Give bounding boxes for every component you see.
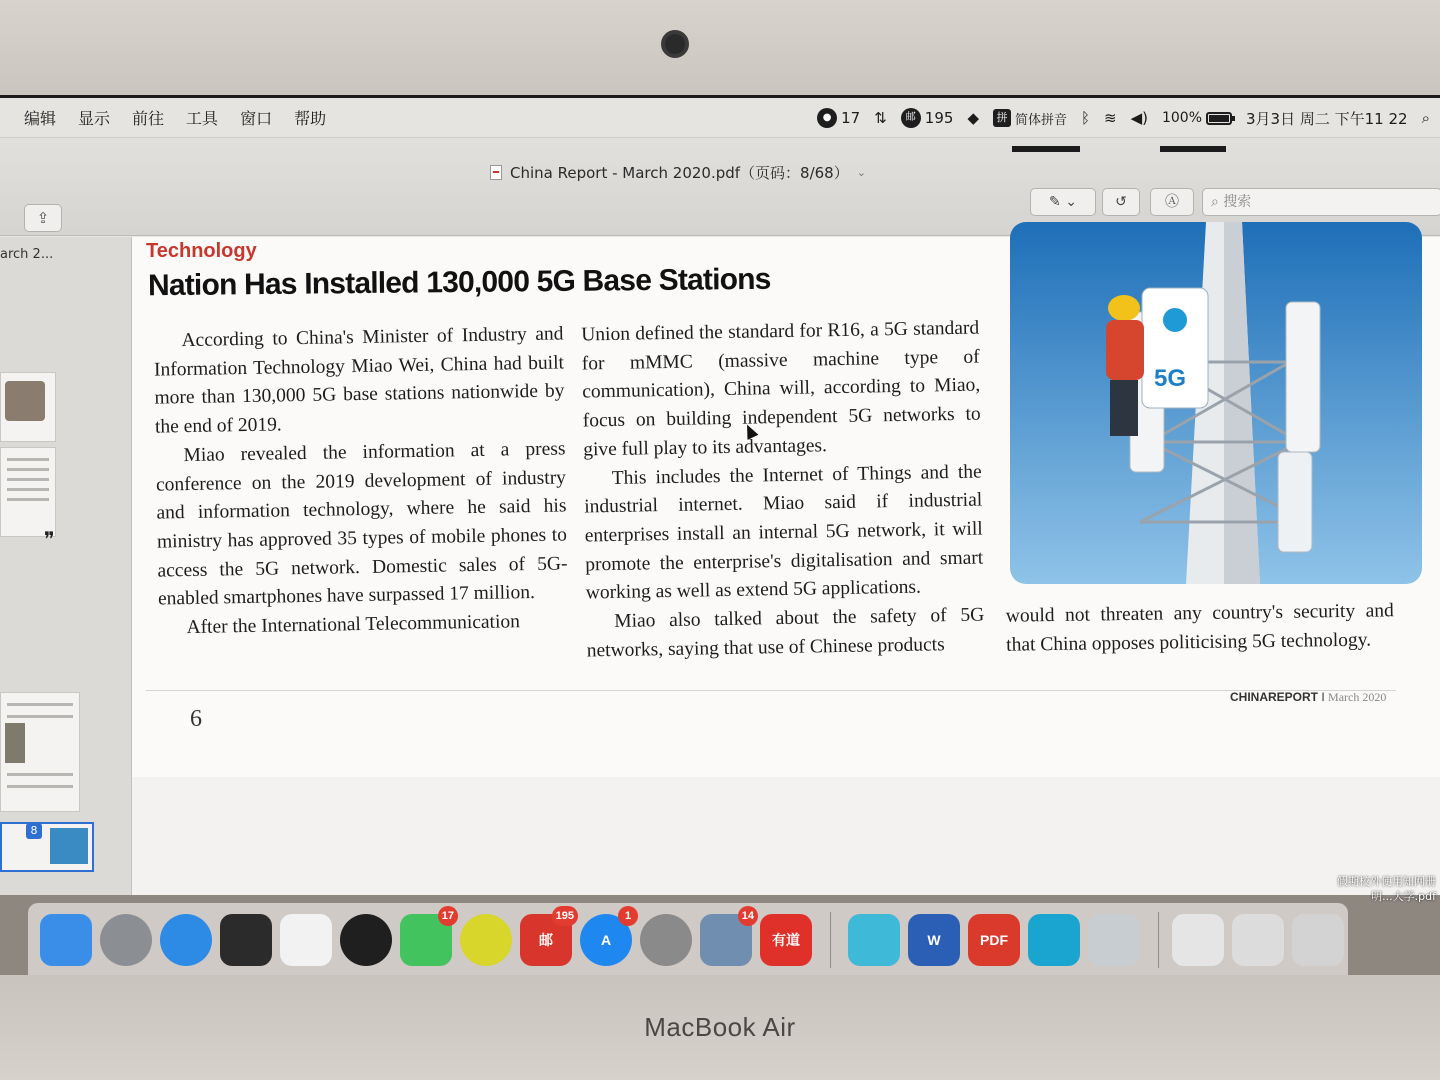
menu-tools[interactable]: 工具 [186, 109, 219, 128]
battery-status[interactable] [1162, 110, 1232, 126]
safari-icon[interactable] [160, 914, 212, 966]
laptop-bezel-top [0, 0, 1440, 100]
qq-icon[interactable] [340, 914, 392, 966]
notification-badge: 17 [438, 906, 458, 926]
document-title-text: China Report - March 2020.pdf（页码：8/68） [510, 164, 849, 182]
pdf-app-icon[interactable] [968, 914, 1020, 966]
paragraph: Miao revealed the information at a press conference on the 2019 development of industry and information technology, where he said his ministry has approved 35 types of mobile phones to access the 5G network. Domestic sales of 5G-enabled smartphones have surpassed 17 million. [155, 438, 568, 610]
bluetooth-icon[interactable]: ᛒ [1081, 109, 1091, 127]
youdao-icon[interactable] [760, 914, 812, 966]
mail-status-icon: 邮 [901, 108, 921, 128]
downloads-icon[interactable] [1232, 914, 1284, 966]
quote-mark: ❞ [44, 527, 55, 551]
input-method-label: 简体拼音 [1014, 112, 1067, 128]
pdf-file-icon [490, 165, 502, 180]
notification-badge: 1 [618, 906, 638, 926]
clock[interactable]: 3月3日 周二 下午11 22 [1246, 109, 1408, 128]
menu-go[interactable]: 前往 [132, 109, 165, 128]
section-tag: Technology [146, 240, 257, 262]
menu-help[interactable]: 帮助 [294, 109, 327, 128]
dock-app-label: 邮 [539, 932, 553, 948]
dock-app-label: W [927, 932, 941, 948]
battery-percent: 100% [1161, 110, 1203, 126]
folder-icon[interactable] [1172, 914, 1224, 966]
pdf-page-gap [132, 777, 1440, 907]
search-placeholder: 搜索 [1223, 194, 1252, 210]
mail-count: 195 [924, 109, 954, 127]
footer-month: March 2020 [1328, 690, 1387, 704]
page-thumbnail[interactable] [0, 372, 56, 442]
annotate-button[interactable]: Ⓐ [1150, 188, 1194, 216]
wifi-icon[interactable]: ≋ [1104, 109, 1117, 127]
device-brand: MacBook Air [644, 1012, 796, 1042]
mail-status[interactable] [901, 108, 954, 128]
paragraph: After the International Telecommunication [186, 611, 521, 639]
menu-window[interactable]: 窗口 [240, 109, 273, 128]
wechat-count: 17 [841, 109, 861, 127]
back-app-icon[interactable] [848, 914, 900, 966]
footer-separator: I [1321, 690, 1325, 704]
camera-icon [661, 30, 689, 58]
volume-icon[interactable]: ◀) [1130, 109, 1148, 127]
search-icon: ⌕ [1211, 194, 1224, 210]
document-title [490, 162, 866, 183]
paragraph: Miao also talked about the safety of 5G networks, saying that use of Chinese products [586, 604, 985, 662]
input-method[interactable] [993, 109, 1067, 128]
qq-status-icon[interactable]: ◆ [967, 109, 979, 127]
sync-status-icon[interactable]: ⇅ [874, 109, 887, 127]
article-photo-5g-tower [1010, 222, 1422, 584]
tab-indicator [1012, 146, 1080, 152]
desktop-file-label[interactable]: 假期校外使用知网册 明...大学.pdf [1337, 875, 1436, 903]
article-column-1 [153, 320, 568, 643]
article-column-3 [1006, 597, 1395, 660]
dock-separator [830, 912, 831, 968]
wechat-status[interactable] [817, 108, 860, 128]
menu-bar [0, 98, 1440, 138]
current-page-badge: 8 [26, 823, 42, 839]
paragraph: According to China's Minister of Industry and Information Technology Miao Wei, China had built more than 130,000 5G base stations nationwide by the end of 2019. [153, 323, 565, 438]
article-headline: Nation Has Installed 130,000 5G Base Stations [147, 262, 771, 303]
dock-app-label: PDF [980, 932, 1008, 948]
search-input[interactable] [1202, 188, 1440, 216]
spotlight-icon[interactable]: ⌕ [1421, 109, 1430, 127]
photo-5g-label: 5G [1154, 365, 1187, 392]
battery-icon [1206, 112, 1232, 125]
photos-icon[interactable] [280, 914, 332, 966]
page-thumbnail[interactable] [0, 447, 56, 537]
tab-indicator [1160, 146, 1226, 152]
paragraph: This includes the Internet of Things and the industrial internet. Miao said if industrial enterprises install an internal 5G network, it will promote the enterprise's digitalisation and smart working as well as extend 5G applications. [584, 461, 984, 604]
cnki-icon[interactable] [1028, 914, 1080, 966]
mail-app-icon[interactable] [520, 910, 574, 966]
system-preferences-icon[interactable] [640, 914, 692, 966]
share-button[interactable]: ⇪ [24, 204, 62, 232]
notification-badge: 14 [738, 906, 758, 926]
page-number: 6 [190, 706, 202, 732]
pinyin-icon: 拼 [993, 109, 1011, 127]
chevron-down-icon[interactable]: ⌄ [856, 166, 866, 179]
paragraph: Union defined the standard for R16, a 5G standard for mMMC (massive machine type of communication), China will, according to Miao, focus on building independent 5G networks to give full play to its advantages. [581, 317, 981, 461]
app-store-icon[interactable] [580, 910, 632, 966]
wechat-status-icon: ● [817, 108, 837, 128]
launchpad-icon[interactable] [100, 914, 152, 966]
page-thumbnail[interactable] [0, 692, 80, 812]
notification-badge: 195 [552, 906, 578, 926]
dock-app-label: A [600, 932, 612, 948]
dock-app-label: 有道 [772, 932, 800, 948]
finder-icon[interactable] [40, 914, 92, 966]
article-column-2 [581, 315, 985, 666]
paragraph: would not threaten any country's security and that China opposes politicising 5G technology. [1005, 600, 1394, 656]
photo-booth-icon[interactable] [220, 914, 272, 966]
dock-separator [1158, 912, 1159, 968]
footer-brand: CHINAREPORT [1230, 690, 1319, 704]
markup-pen-button[interactable]: ✎ ⌄ [1030, 188, 1096, 216]
page-footer [1230, 690, 1386, 705]
page-thumbnail-selected[interactable] [0, 822, 94, 872]
menu-edit[interactable]: 编辑 [24, 109, 57, 128]
music-icon[interactable] [460, 914, 512, 966]
rotate-button[interactable]: ↺ [1102, 188, 1140, 216]
page-footer-rule [146, 690, 1396, 691]
word-icon[interactable] [908, 914, 960, 966]
menu-view[interactable]: 显示 [78, 109, 111, 128]
wechat-icon[interactable] [400, 910, 454, 966]
preview-icon[interactable] [1088, 914, 1140, 966]
sidebar-doc-label: arch 2... [0, 247, 54, 262]
thumbnail-sidebar [0, 237, 132, 897]
trash-icon[interactable] [1292, 914, 1344, 966]
grid-app-icon[interactable] [700, 910, 754, 966]
